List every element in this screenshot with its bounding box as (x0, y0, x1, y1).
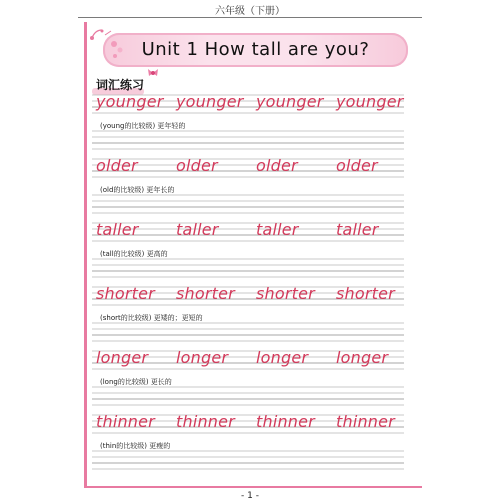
unit-banner (103, 33, 408, 67)
word-meaning: (long的比较级) 更长的 (100, 378, 172, 386)
vocab-word: older (96, 156, 138, 175)
vocab-word: taller (256, 220, 299, 239)
vocab-word: shorter (176, 284, 235, 303)
ribbon-icon (146, 66, 160, 80)
vocab-word: taller (96, 220, 139, 239)
bottom-border (87, 486, 422, 488)
flower-icon (108, 38, 130, 64)
vocab-word: thinner (256, 412, 315, 431)
vocab-word: older (176, 156, 218, 175)
section-label: 词汇练习 (96, 78, 145, 92)
vocab-word: younger (336, 92, 404, 111)
vocab-word: taller (336, 220, 379, 239)
vocab-word: longer (176, 348, 229, 367)
vocab-word: shorter (256, 284, 315, 303)
header-divider (78, 17, 422, 18)
unit-title: Unit 1 How tall are you? (141, 39, 370, 60)
word-meaning: (tall的比较级) 更高的 (100, 250, 168, 258)
vocab-word: younger (96, 92, 164, 111)
vocab-word: younger (256, 92, 324, 111)
word-meaning: (young的比较级) 更年轻的 (100, 122, 186, 130)
vocab-word: longer (336, 348, 389, 367)
vocab-word: shorter (336, 284, 395, 303)
vocab-word: thinner (96, 412, 155, 431)
practice-guide-lines (92, 384, 404, 412)
practice-guide-lines (92, 128, 404, 156)
practice-guide-lines (92, 256, 404, 284)
vocab-word: older (256, 156, 298, 175)
word-meaning: (old的比较级) 更年长的 (100, 186, 175, 194)
left-margin-line (84, 22, 87, 488)
word-meaning: (short的比较级) 更矮的；更短的 (100, 314, 203, 322)
practice-guide-lines (92, 320, 404, 348)
vocab-word: longer (96, 348, 149, 367)
vocab-word: taller (176, 220, 219, 239)
word-meaning: (thin的比较级) 更瘦的 (100, 442, 171, 450)
practice-guide-lines (92, 192, 404, 220)
vocab-word: longer (256, 348, 309, 367)
vocab-word: thinner (176, 412, 235, 431)
page-header: 六年级（下册） (215, 6, 285, 17)
vocab-word: younger (176, 92, 244, 111)
practice-guide-lines (92, 448, 404, 476)
vocab-word: shorter (96, 284, 155, 303)
page-number: - 1 - (241, 491, 259, 501)
vocab-word: thinner (336, 412, 395, 431)
vocab-word: older (336, 156, 378, 175)
